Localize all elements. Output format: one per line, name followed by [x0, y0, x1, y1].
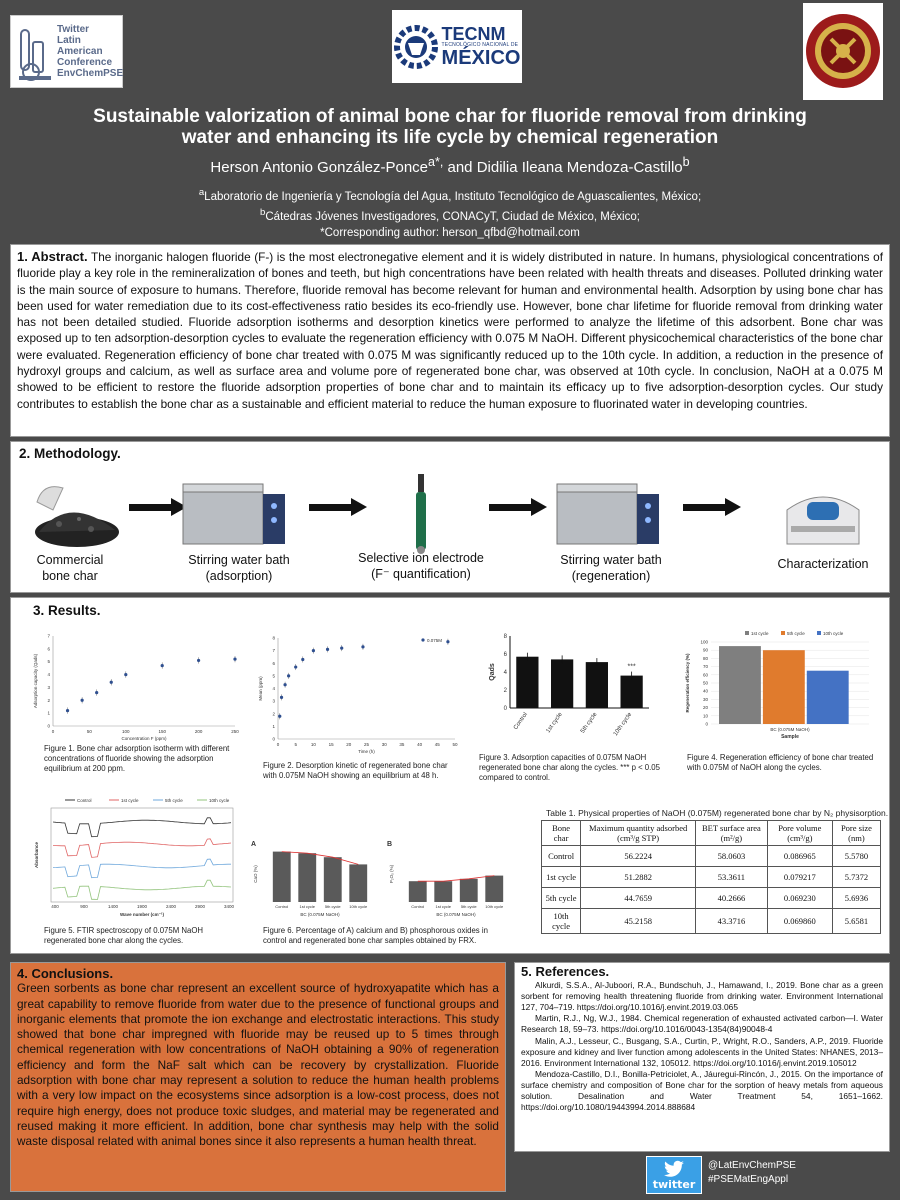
panel-label: A	[251, 841, 257, 848]
affiliation-mark: b	[260, 206, 266, 218]
x-tick-label: 2900	[194, 904, 206, 909]
conference-logo	[10, 15, 123, 88]
reference-item: Martin, R.J., Ng, W.J., 1984. Chemical regeneration of exhausted activated carbon—I. Water Research 18, 59–73. https://doi.org/10.1016/0043-1354(84)90048-4	[521, 1013, 883, 1035]
x-tick-label: 25	[363, 742, 370, 747]
conclusions-text: Green sorbents as bone char represent an excellent source of hydroxyapatite which has a great capability to remove fluoride from water due to the presence of functional groups and inorganic elements that promote the ion exchange and electrostatic interactions. This study showed that bone char impregned with fluoride may be reused up to 5 times through chemical regeneration with low concentrations of NaOH obtaining a 90% of regeneration efficiency and form the NaF salt which can be recovery by crystallization. Fluoride adsorption with bone char may represent a solution to reduce the human health problems with a very low impact on the ecosystems since adsorption is a low-cost process, does not require high energy, does not produce toxic sludges, and material may be regenerated and reused making it more efficient. In addition, bone char synthesis may help with the solid waste disposal related with animal bones since it also represents a human health threat.	[17, 981, 499, 1149]
data-point	[361, 645, 364, 648]
data-point	[280, 696, 283, 699]
x-tick-label: 1400	[107, 904, 119, 909]
legend-label: 1st cycle	[121, 798, 139, 803]
table-cell: 10th cycle	[542, 909, 581, 934]
data-point	[278, 715, 281, 718]
table-header: Pore volume (cm³/g)	[767, 821, 832, 846]
affiliation-mark: a	[198, 187, 205, 198]
legend-swatch	[421, 638, 424, 641]
figure-4-efficiency-bar-chart	[679, 628, 879, 748]
data-point	[110, 681, 113, 684]
table-cell: 0.079217	[767, 867, 832, 888]
conference-logo-word: EnvChemPSE	[57, 68, 124, 79]
legend-label: 1st cycle	[751, 631, 769, 636]
table-cell: 5.6581	[832, 909, 880, 934]
y-tick-label: 1	[272, 723, 275, 729]
y-tick-label: 6	[272, 660, 275, 666]
bar	[409, 881, 427, 902]
legend-label: 5th cycle	[165, 798, 183, 803]
reference-item: Malin, A.J., Lesseur, C., Busgang, S.A., Curtin, P., Wright, R.O., Sanders, A.P., 2019. Fluoride exposure and kidney and liver function among adolescents in the United States: NHANES, 2013–2016. Environment International 132, 105012. https://doi.org/10.1016/j.envint.2019.105012	[521, 1035, 883, 1068]
data-point	[66, 709, 69, 712]
flow-arrow-icon	[489, 500, 547, 514]
data-point	[340, 647, 343, 650]
table-cell: 56.2224	[581, 846, 696, 867]
social-handles	[708, 1159, 796, 1187]
data-point	[312, 649, 315, 652]
figure-4-caption: Figure 4. Regeneration efficiency of bone char treated with 0.075M of NaOH along the cycles.	[687, 753, 874, 772]
y-tick-label: 50	[702, 680, 708, 686]
table-cell: 58.0603	[696, 846, 768, 867]
x-tick-label: 1st cycle	[435, 904, 452, 909]
tecnm-acronym: TECNM	[441, 24, 506, 44]
table-cell: 53.3611	[696, 867, 768, 888]
lab-glassware-icon	[17, 22, 53, 82]
panel-label: B	[387, 841, 393, 848]
y-tick-label: 4	[272, 686, 275, 691]
author-name: Didilia Ileana Mendoza-Castillo	[476, 159, 683, 176]
bar	[621, 676, 643, 708]
x-axis-label: Concentration F (ppm)	[121, 736, 167, 741]
spectrum-line	[53, 859, 231, 878]
y-tick-label: 7	[47, 633, 50, 639]
data-point	[124, 673, 127, 676]
figure-3-adsorption-bar-chart	[486, 628, 661, 748]
methodology-heading: 2. Methodology.	[19, 446, 121, 461]
method-step-label	[763, 556, 883, 572]
y-axis-label: P₂O₅ (%)	[389, 864, 394, 884]
table-cell: 44.7659	[581, 888, 696, 909]
method-step-label	[169, 552, 309, 584]
y-axis-label: CaO (%)	[253, 865, 258, 883]
y-tick-label: 70	[702, 664, 708, 670]
fig5-svg	[31, 794, 241, 918]
institute-seal-logo	[803, 3, 883, 100]
data-point	[197, 659, 200, 662]
reference-item: Alkurdi, S.S.A., Al-Juboori, R.A., Bundschuh, J., Hamawand, I., 2019. Bone char as a green sorbent for removing health threatening fluoride from drinking water. Environment International 127, 704–719. https://doi.org/10.1016/j.envint.2019.03.065	[521, 980, 883, 1013]
x-tick-label: 50	[86, 729, 92, 734]
x-tick-label: 40	[417, 742, 423, 747]
x-tick-label: 250	[231, 729, 239, 734]
figure-5-caption: Figure 5. FTIR spectroscopy of 0.075M NaOH regenerated bone char along the cycles.	[44, 926, 204, 945]
trend-line	[282, 852, 359, 865]
fig1-svg	[31, 630, 241, 742]
table-cell: 51.2882	[581, 867, 696, 888]
author-affiliation-mark: a*,	[428, 155, 444, 169]
bar	[460, 879, 478, 902]
method-step-line: (adsorption)	[205, 569, 273, 583]
x-axis-label: Wave number (cm⁻¹)	[120, 912, 164, 917]
legend-label: 5th cycle	[787, 631, 805, 636]
figure-6-caption: Figure 6. Percentage of A) calcium and B) phosphorous oxides in control and regenerated bone char samples obtained by FRX.	[263, 926, 488, 945]
x-tick-label: 1st cycle	[299, 904, 316, 909]
bar	[719, 646, 761, 724]
y-tick-label: 60	[702, 672, 708, 678]
table-cell: 40.2666	[696, 888, 768, 909]
abstract-heading: 1. Abstract.	[17, 249, 88, 264]
twitter-handle-link[interactable]: @LatEnvChemPSE	[708, 1160, 796, 1171]
data-point	[287, 674, 290, 677]
method-step-line: (regeneration)	[571, 569, 651, 583]
author-line	[80, 155, 820, 176]
x-tick-label: 10th cycle	[349, 904, 368, 909]
y-axis-label: Absorbance	[34, 841, 39, 869]
abstract-panel	[10, 244, 890, 437]
x-axis-label: Sample	[781, 734, 799, 740]
y-tick-label: 90	[702, 647, 708, 653]
conference-logo-word: Conference	[57, 57, 113, 68]
affiliation-text: Laboratorio de Ingeniería y Tecnología del Agua, Instituto Tecnológico de Aguascalientes, México;	[204, 190, 702, 203]
figure-1-isotherm-chart	[31, 630, 241, 742]
affiliations	[80, 185, 820, 241]
bone-char-image	[29, 474, 119, 549]
table-row	[542, 867, 881, 888]
y-axis-label: Mean (ppm)	[258, 676, 263, 701]
flow-arrow-icon	[309, 500, 367, 514]
x-tick-label: 35	[399, 742, 405, 747]
figure-2-desorption-chart	[256, 630, 461, 755]
abstract-text: The inorganic halogen fluoride (F-) is the most electronegative element and it is widely distributed in nature. In humans, physiological concentrations of fluoride play a key role in the remineralization of bones and teeth, but high concentrations have been related with health threats and diseases. Polluted drinking water is the main source of exposure to humans. Therefore, fluoride removal has become relevant for human and environmental health. Adsorption by using bone char has been used for water remediation due to its cost-effectiveness ratio besides its eco-friendly use. However, bone char lifetime for fluoride removal from drinking water has not been detailed studied. Fluoride adsorption isotherms and desorption kinetics were performed to analyze the lifetime of this adsorbent. Bone char was exposed up to ten adsorption-desorption cycles to evaluate the regeneration efficiency with 0.075 M NaOH. Different physicochemical characteristics of the bone char were evaluated. Regeneration efficiency of bone char treated with 0.075 M was significantly reduced up to the 10th cycle. In addition, a reduction in the presence of hydroxyl groups and calcium, as well as surface area and volume pore of regenerated bone char, was observed at 10th cycle. In conclusion, NaOH at a 0.075 M showed to be efficient to restore the fluoride adsorption properties of bone char and to maintain its efficacy up to five adsorption-desorption cycles. Our study contributes to establish the bone char as a sustainable and efficient material to reduce the human exposure to fluorinated water in developing countries.	[17, 250, 883, 411]
references-panel	[514, 962, 890, 1152]
results-heading: 3. Results.	[33, 603, 101, 618]
y-tick-label: 0	[705, 721, 708, 727]
data-point	[294, 665, 297, 668]
bar	[485, 876, 503, 902]
author-joiner: and	[443, 159, 477, 176]
data-point	[95, 691, 98, 694]
method-step-line: Stirring water bath	[560, 553, 662, 567]
twitter-bird-icon	[663, 1160, 685, 1178]
method-step-line: Commercial	[36, 553, 104, 567]
tecnm-logo	[392, 10, 522, 83]
corresponding-author: *Corresponding author: herson_qfbd@hotmail.com	[320, 226, 580, 239]
table-cell: 0.069230	[767, 888, 832, 909]
table-cell: Control	[542, 846, 581, 867]
y-axis-label: Regeneration efficiency (%)	[685, 653, 690, 713]
y-tick-label: 4	[503, 670, 507, 676]
legend-swatch	[745, 631, 749, 635]
table-row	[542, 888, 881, 909]
table-cell: 5.5780	[832, 846, 880, 867]
legend-label: 10th cycle	[209, 798, 230, 803]
y-tick-label: 40	[702, 688, 708, 694]
x-tick-label: 15	[328, 742, 334, 747]
y-tick-label: 6	[47, 646, 50, 652]
significance-annotation: ***	[627, 663, 636, 671]
reference-item: Mendoza-Castillo, D.I., Bonilla-Petriciolet, A., Jáuregui-Rincón, J., 2015. On the importance of surface chemistry and composition of Bone char for the sorption of heavy metals from aqueous solution. Desalination and Water Treatment 54, 1651–1662. https://doi.org/10.1080/19443994.2014.888684	[521, 1068, 883, 1113]
spectrum-line	[53, 818, 231, 837]
x-tick-label: 400	[51, 904, 59, 909]
figure-1-caption: Figure 1. Bone char adsorption isotherm with different concentrations of fluoride showing the adsorption equilibrium at 200 ppm.	[44, 744, 230, 773]
y-tick-label: 4	[47, 672, 50, 678]
y-tick-label: 8	[503, 634, 507, 640]
twitter-wordmark: twitter	[652, 1177, 696, 1191]
table-cell: 5.6936	[832, 888, 880, 909]
y-tick-label: 0	[503, 706, 507, 712]
y-tick-label: 2	[503, 688, 507, 694]
legend-swatch	[817, 631, 821, 635]
bar	[349, 864, 367, 902]
bar	[324, 857, 342, 902]
x-tick-label: 45	[434, 742, 440, 747]
x-tick-label: 10th cycle	[485, 904, 504, 909]
legend-label: Control	[77, 798, 92, 803]
x-axis-label: BC (0.075M NaOH)	[300, 912, 340, 917]
table-cell: 5th cycle	[542, 888, 581, 909]
bar	[763, 650, 805, 724]
results-panel	[10, 597, 890, 954]
method-step-label	[341, 550, 501, 582]
data-point	[233, 658, 236, 661]
y-tick-label: 2	[47, 697, 50, 703]
x-tick-label: 900	[80, 904, 88, 909]
x-tick-label: 5	[294, 742, 297, 747]
fig4-svg	[679, 628, 879, 748]
conclusions-panel	[10, 962, 506, 1192]
table-header: Bone char	[542, 821, 581, 846]
fig3-svg	[486, 628, 661, 748]
fig2-svg	[256, 630, 461, 755]
y-tick-label: 20	[702, 705, 708, 711]
water-bath-icon	[179, 480, 289, 548]
table-header: Maximum quantity adsorbed (cm³/g STP)	[581, 821, 696, 846]
x-tick-label: 1st cycle	[545, 711, 564, 735]
bar	[586, 662, 608, 708]
conclusions-heading: 4. Conclusions.	[17, 966, 114, 981]
tecnm-subtitle: TECNOLÓGICO NACIONAL DE	[441, 42, 519, 48]
table-1-physical-properties	[541, 820, 881, 934]
x-tick-label: 10th cycle	[612, 711, 634, 738]
flow-arrow-icon	[683, 500, 741, 514]
conference-logo-word: Twitter	[57, 24, 90, 35]
bar	[807, 671, 849, 724]
method-step-line: bone char	[42, 569, 98, 583]
y-tick-label: 2	[272, 711, 275, 717]
spectrometer-icon	[777, 480, 869, 550]
poster-title: Sustainable valorization of animal bone char for fluoride removal from drinking water and enhancing its life cycle by chemical regeneration	[93, 106, 807, 148]
methodology-panel	[10, 441, 890, 593]
x-tick-label: Control	[513, 711, 530, 731]
figure-3-caption: Figure 3. Adsorption capacities of 0.075M NaOH regenerated bone char along the cycles. *** p < 0.05 compared to control.	[479, 753, 660, 782]
spectrum-line	[53, 880, 231, 899]
y-tick-label: 1	[47, 710, 50, 716]
spectrum-line	[53, 839, 231, 858]
x-tick-label: 5th cycle	[324, 904, 341, 909]
data-point	[326, 648, 329, 651]
y-tick-label: 0	[47, 723, 50, 729]
y-tick-label: 10	[702, 713, 708, 719]
table-header: BET surface area (m²/g)	[696, 821, 768, 846]
method-step-label	[15, 552, 125, 584]
method-step-line: Stirring water bath	[188, 553, 290, 567]
hashtag-link[interactable]: #PSEMatEngAppl	[708, 1174, 789, 1185]
table-cell: 1st cycle	[542, 867, 581, 888]
data-point	[161, 664, 164, 667]
water-bath-icon	[553, 480, 663, 548]
method-step-line: Selective ion electrode	[358, 551, 484, 565]
conference-logo-word: Latin	[57, 35, 81, 46]
y-tick-label: 3	[47, 684, 50, 690]
table-cell: 0.069860	[767, 909, 832, 934]
y-tick-label: 0	[272, 736, 275, 742]
y-tick-label: 8	[272, 635, 275, 641]
ion-electrode-icon	[411, 474, 431, 554]
legend-label: 10th cycle	[823, 631, 844, 636]
x-tick-label: 0	[51, 729, 55, 734]
x-axis-label: Time (h)	[358, 749, 375, 754]
y-tick-label: 7	[272, 648, 275, 654]
x-tick-label: Control	[275, 904, 289, 909]
table-cell: 45.2158	[581, 909, 696, 934]
x-axis-label: BC (0.075M NaOH)	[436, 912, 476, 917]
x-tick-label: 2400	[165, 904, 177, 909]
data-point	[283, 683, 286, 686]
y-tick-label: 30	[702, 696, 708, 702]
bar	[434, 881, 452, 902]
y-tick-label: 5	[47, 659, 50, 665]
data-point	[81, 699, 84, 702]
bar	[551, 659, 573, 708]
bar	[516, 657, 538, 708]
affiliation-line	[80, 205, 820, 225]
table-cell: 5.7372	[832, 867, 880, 888]
fig6-svg	[247, 838, 517, 918]
trend-line	[418, 876, 495, 882]
table-cell: 0.086965	[767, 846, 832, 867]
bar	[298, 853, 316, 902]
x-tick-label: 5th cycle	[580, 711, 599, 735]
x-tick-label: 150	[158, 729, 166, 734]
table-row	[542, 846, 881, 867]
y-tick-label: 100	[700, 639, 708, 645]
y-tick-label: 3	[272, 698, 275, 704]
tecnm-country: MÉXICO	[441, 47, 521, 69]
method-step-line: Characterization	[777, 557, 869, 571]
y-tick-label: 80	[702, 655, 708, 661]
x-tick-label: 50	[452, 742, 458, 747]
table-header-row	[542, 821, 881, 846]
conference-logo-word: American	[57, 46, 103, 57]
method-step-label	[541, 552, 681, 584]
x-tick-label: 100	[122, 729, 130, 734]
y-tick-label: 6	[503, 652, 507, 658]
table-header: Pore size (nm)	[832, 821, 880, 846]
method-step-line: (F⁻ quantification)	[371, 567, 471, 581]
x-tick-label: 0	[276, 742, 280, 747]
table-row	[542, 909, 881, 934]
y-axis-label: Qads	[489, 663, 496, 681]
author-name: Herson Antonio González-Ponce	[210, 159, 429, 176]
gear-icon	[394, 21, 438, 73]
affiliation-text: Cátedras Jóvenes Investigadores, CONACyT, Ciudad de México, México;	[265, 210, 640, 223]
author-affiliation-mark: b	[682, 155, 690, 169]
references-heading: 5. References.	[521, 964, 610, 979]
figure-2-caption: Figure 2. Desorption kinetic of regenerated bone char with 0.075M NaOH showing an equilibrium at 48 h.	[263, 761, 448, 780]
legend-label: 0.075M	[427, 638, 443, 643]
legend-swatch	[781, 631, 785, 635]
y-tick-label: 5	[272, 673, 275, 679]
twitter-badge[interactable]	[646, 1156, 702, 1194]
table-cell: 43.3716	[696, 909, 768, 934]
x-tick-label: 1900	[136, 904, 148, 909]
bar	[273, 852, 291, 902]
plot-frame	[51, 808, 233, 902]
x-tick-label: Control	[411, 904, 425, 909]
x-tick-label: 200	[194, 729, 203, 734]
table-1-caption: Table 1. Physical properties of NaOH (0.075M) regenerated bone char by N₂ physisorption.	[546, 808, 889, 818]
x-tick-label: 30	[381, 742, 387, 747]
y-axis-label: Adsorption capacity (Qads)	[33, 653, 38, 709]
x-tick-label: BC (0.075M NaOH)	[770, 727, 810, 732]
data-point	[301, 658, 304, 661]
figure-5-ftir-chart	[31, 794, 241, 918]
x-tick-label: 3400	[223, 904, 235, 909]
x-tick-label: 5th cycle	[460, 904, 477, 909]
data-point	[446, 640, 449, 643]
x-tick-label: 10	[310, 742, 316, 747]
affiliation-line	[80, 185, 820, 205]
x-tick-label: 20	[346, 742, 352, 747]
affiliation-line	[80, 225, 820, 241]
figure-6-oxides-chart	[247, 838, 517, 918]
